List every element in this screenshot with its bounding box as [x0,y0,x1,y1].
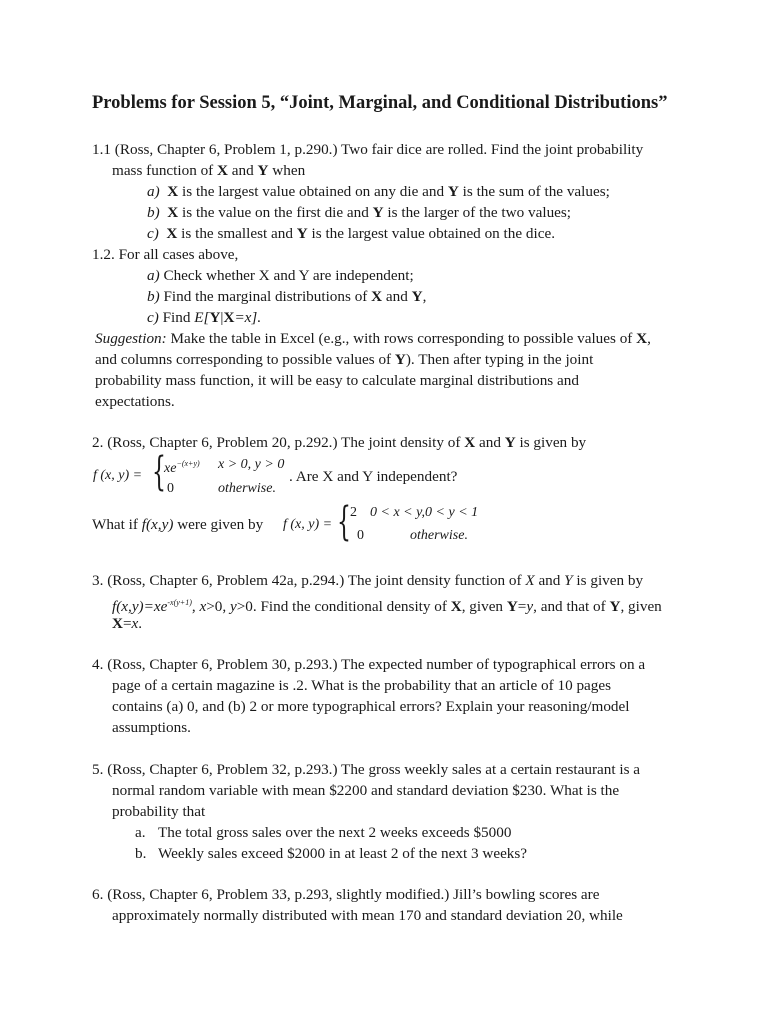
problem-4-line-4: assumptions. [112,719,191,736]
piecewise-1-case-2-expr: 0 [167,481,174,496]
problem-5-line-1: 5. (Ross, Chapter 6, Problem 32, p.293.) The gross weekly sales at a certain restaurant is a [92,761,641,778]
problem-1-2-line-1: 1.2. For all cases above, [92,246,239,263]
piecewise-2-case-1-expr: 2 [350,505,357,520]
problem-4-line-1: 4. (Ross, Chapter 6, Problem 30, p.293.) The expected number of typographical errors on a [92,656,646,673]
problem-1-2-item-a: a) Check whether X and Y are independent; [147,267,414,284]
problem-5-item-b-marker: b. [135,845,147,862]
problem-5-item-a-marker: a. [135,824,146,841]
piecewise-2-case-2-cond: otherwise. [410,528,468,543]
suggestion-line-3: probability mass function, it will be easy to calculate marginal distributions and [95,372,579,389]
problem-4-line-2: page of a certain magazine is .2. What is the probability that an article of 10 pages [112,677,612,694]
problem-4-line-3: contains (a) 0, and (b) 2 or more typographical errors? Explain your reasoning/model [112,698,630,715]
page-title: Problems for Session 5, “Joint, Marginal, and Conditional Distributions” [92,93,668,113]
problem-5-item-b: Weekly sales exceed $2000 in at least 2 of the next 3 weeks? [158,845,528,862]
problem-5-line-2: normal random variable with mean $2200 and standard deviation $230. What is the [112,782,620,799]
problem-1-1-item-c: c) X is the smallest and Y is the largest value obtained on the dice. [147,225,556,242]
problem-1-1-line-1: 1.1 (Ross, Chapter 6, Problem 1, p.290.) Two fair dice are rolled. Find the joint probability [92,141,644,158]
piecewise-1-case-2-cond: otherwise. [218,481,276,496]
problem-6-line-2: approximately normally distributed with mean 170 and standard deviation 20, while [112,907,623,924]
suggestion-line-1: Suggestion: Make the table in Excel (e.g., with rows corresponding to possible values of X, [95,330,651,347]
problem-2-line-1: 2. (Ross, Chapter 6, Problem 20, p.292.) The joint density of X and Y is given by [92,434,587,451]
problem-5-line-3: probability that [112,803,206,820]
problem-1-1-item-a: a) X is the largest value obtained on any die and Y is the sum of the values; [147,183,610,200]
problem-3-line-1: 3. (Ross, Chapter 6, Problem 42a, p.294.) The joint density function of X and Y is given by [92,572,644,589]
suggestion-line-2: and columns corresponding to possible values of Y). Then after typing in the joint [95,351,594,368]
piecewise-2-brace: { [337,499,351,545]
problem-3-line-3: X=x. [112,615,143,632]
piecewise-1-case-1-cond: x > 0, y > 0 [218,457,285,472]
problem-5-item-a: The total gross sales over the next 2 weeks exceeds $5000 [158,824,512,841]
problem-3-line-2: $f(x,y)=xe^{-x(y+1)}$, x>0, y>0. Find the conditional density of X, given Y=y, and that of Y, given [112,598,662,615]
problem-1-1-line-2: mass function of X and Y when [112,162,306,179]
piecewise-1-lhs: f (x, y) = [93,468,143,483]
problem-2-question: . Are X and Y independent? [289,468,458,485]
piecewise-2-case-1-cond: 0 < x < y,0 < y < 1 [370,505,479,520]
piecewise-1-case-1-expr: $xe^{-(x+y)}$ [164,459,200,476]
problem-2-what-if: What if f(x,y) were given by [92,516,264,533]
problem-6-line-1: 6. (Ross, Chapter 6, Problem 33, p.293, slightly modified.) Jill’s bowling scores are [92,886,600,903]
suggestion-line-4: expectations. [95,393,175,410]
problem-1-2-item-b: b) Find the marginal distributions of X and Y, [147,288,427,305]
piecewise-2-lhs: f (x, y) = [283,517,333,532]
problem-1-1-item-b: b) X is the value on the first die and Y is the larger of the two values; [147,204,572,221]
piecewise-1-brace: { [152,449,166,495]
piecewise-2-case-2-expr: 0 [357,528,364,543]
problem-1-2-item-c: c) Find E[Y|X=x]. [147,309,262,326]
